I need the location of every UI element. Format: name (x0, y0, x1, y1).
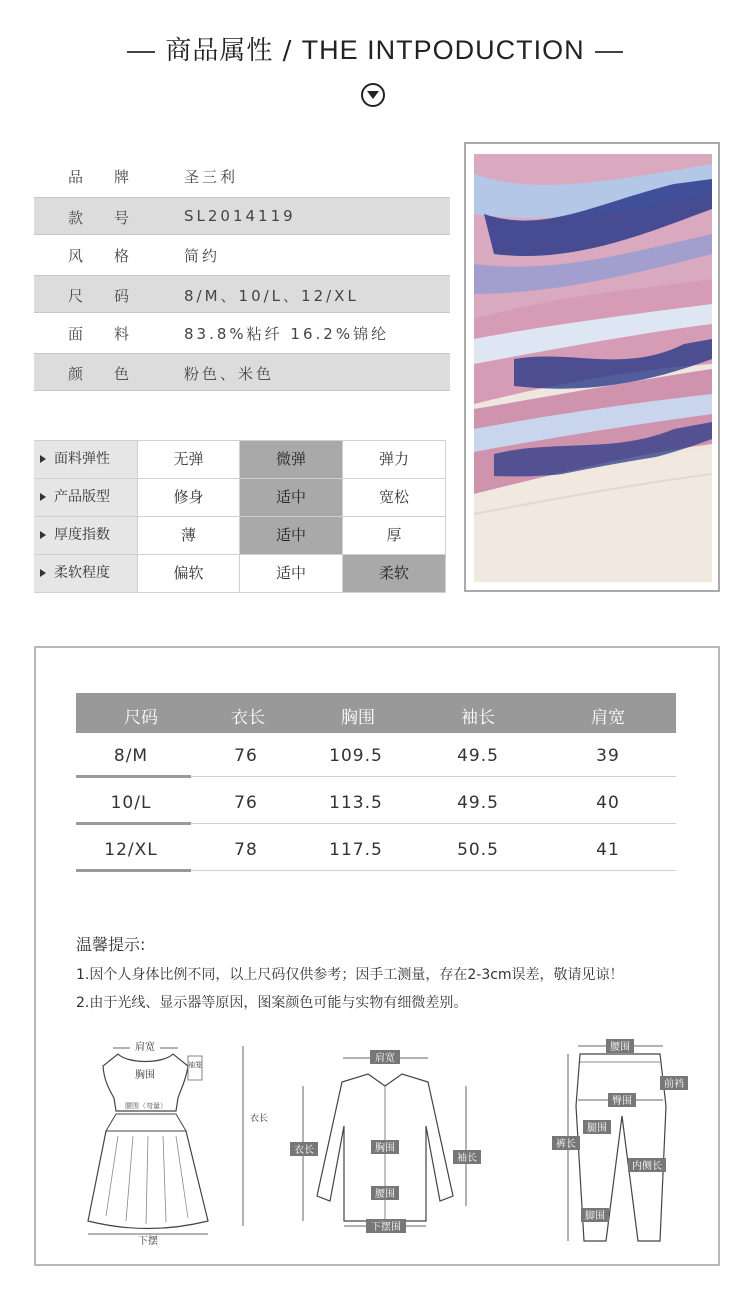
attr-value: SL2014119 (184, 207, 296, 225)
shirt-label-length: 衣长 (294, 1145, 314, 1156)
property-row-elasticity (34, 441, 446, 479)
col-header: 尺码 (124, 708, 158, 728)
size-panel (34, 646, 720, 1266)
property-label (34, 479, 138, 516)
table-cell: 109.5 (329, 746, 383, 766)
title-dash-left (127, 51, 155, 53)
col-header: 袖长 (461, 708, 495, 728)
property-label-text: 柔软程度 (54, 565, 110, 581)
attr-key-1: 尺 (68, 287, 87, 305)
attr-key-1: 款 (68, 209, 87, 227)
property-row-fit (34, 479, 446, 517)
table-cell: 49.5 (457, 746, 499, 766)
table-row (76, 830, 676, 871)
attr-key-1: 风 (68, 247, 87, 265)
chevron-down-icon (361, 83, 385, 107)
table-cell: 50.5 (457, 840, 499, 860)
section-title (0, 30, 750, 70)
table-cell: 76 (234, 793, 258, 813)
property-label-text: 产品版型 (54, 489, 110, 505)
dress-label-waist: 腰围（弯量） (125, 1102, 167, 1110)
attr-key-2: 色 (114, 365, 133, 383)
table-cell: 113.5 (329, 793, 383, 813)
table-cell: 78 (234, 840, 258, 860)
attr-row-style-no (34, 197, 450, 235)
pants-diagram (548, 1036, 698, 1251)
title-separator: / (282, 36, 293, 66)
title-dash-right (595, 51, 623, 53)
table-row (76, 783, 676, 824)
shirt-label-shoulder: 肩宽 (375, 1053, 395, 1064)
attr-key-1: 品 (68, 168, 87, 186)
tips-line-2: 2.由于光线、显示器等原因，图案颜色可能与实物有细微差别。 (76, 995, 468, 1011)
property-label-text: 厚度指数 (54, 527, 110, 543)
attr-value: 粉色、米色 (184, 365, 275, 383)
attr-value: 简约 (184, 247, 221, 265)
property-label (34, 517, 138, 554)
triangle-right-icon (40, 569, 46, 577)
attr-row-size (34, 275, 450, 313)
property-option: 偏软 (138, 555, 240, 592)
col-header: 衣长 (231, 708, 265, 728)
property-option-selected: 微弹 (240, 441, 343, 478)
property-option: 厚 (343, 517, 446, 554)
attr-row-fabric (34, 314, 450, 352)
property-option: 修身 (138, 479, 240, 516)
tips-line-1: 1.因个人身体比例不同，以上尺码仅供参考；因手工测量，存在2-3cm误差，敬请见谅！ (76, 967, 624, 983)
pants-label-waist: 腰围 (610, 1042, 630, 1053)
attr-key-2: 牌 (114, 168, 133, 186)
property-option: 无弹 (138, 441, 240, 478)
attr-key-2: 号 (114, 209, 133, 227)
attr-key-2: 码 (114, 287, 133, 305)
triangle-right-icon (40, 531, 46, 539)
row-underline (76, 822, 191, 825)
table-cell: 8/M (113, 746, 149, 766)
attr-key-2: 格 (114, 247, 133, 265)
table-cell: 10/L (110, 793, 152, 813)
dress-label-sleeve: 袖笼 (188, 1061, 202, 1069)
tips-title: 温馨提示: (76, 935, 146, 954)
table-cell: 76 (234, 746, 258, 766)
attr-row-brand (34, 157, 450, 195)
attr-value: 圣三利 (184, 168, 239, 186)
property-row-thickness (34, 517, 446, 555)
attr-value: 8/M、10/L、12/XL (184, 287, 359, 305)
attr-key-1: 面 (68, 325, 87, 343)
pants-label-inseam: 内侧长 (632, 1161, 662, 1172)
property-option-selected: 柔软 (343, 555, 446, 592)
property-option: 宽松 (343, 479, 446, 516)
table-cell: 41 (596, 840, 620, 860)
pants-label-leg-opening: 脚围 (585, 1211, 605, 1222)
shirt-diagram (288, 1046, 488, 1241)
attr-row-style (34, 236, 450, 274)
property-label-text: 面料弹性 (54, 451, 110, 467)
title-cn: 商品属性 (165, 36, 274, 66)
property-option: 适中 (240, 555, 343, 592)
attr-key-2: 料 (114, 325, 133, 343)
pants-label-length: 裤长 (556, 1139, 576, 1150)
property-option-selected: 适中 (240, 479, 343, 516)
title-en: THE INTPODUCTION (301, 35, 585, 65)
shirt-label-bust: 胸围 (375, 1143, 395, 1154)
fabric-photo (464, 142, 720, 592)
pants-label-hip: 臀围 (612, 1096, 632, 1107)
triangle-right-icon (40, 493, 46, 501)
col-header: 肩宽 (591, 708, 625, 728)
property-row-softness (34, 555, 446, 593)
dress-diagram (58, 1036, 269, 1247)
row-underline (76, 869, 191, 872)
dress-label-length: 衣长 (250, 1114, 269, 1124)
shirt-label-hem: 下摆围 (371, 1222, 401, 1233)
dress-label-shoulder: 肩宽 (135, 1042, 155, 1053)
row-underline (76, 775, 191, 778)
property-option-selected: 适中 (240, 517, 343, 554)
shirt-label-sleeve: 袖长 (457, 1153, 477, 1164)
pants-label-front-rise: 前裆 (664, 1079, 684, 1090)
dress-label-bust: 胸围 (135, 1070, 155, 1081)
table-row (76, 736, 676, 777)
shirt-label-waist: 腰围 (375, 1189, 395, 1200)
table-cell: 49.5 (457, 793, 499, 813)
fabric-image (474, 154, 712, 582)
attr-key-1: 颜 (68, 365, 87, 383)
triangle-right-icon (40, 455, 46, 463)
table-cell: 39 (596, 746, 620, 766)
col-header: 胸围 (341, 708, 375, 728)
property-option: 薄 (138, 517, 240, 554)
property-grid (34, 440, 446, 593)
property-option: 弹力 (343, 441, 446, 478)
pants-label-thigh: 腿围 (587, 1123, 607, 1134)
table-cell: 117.5 (329, 840, 383, 860)
property-label (34, 441, 138, 478)
table-cell: 12/XL (104, 840, 158, 860)
attr-row-color (34, 353, 450, 391)
attr-value: 83.8%粘纤 16.2%锦纶 (184, 325, 390, 343)
table-cell: 40 (596, 793, 620, 813)
property-label (34, 555, 138, 592)
dress-label-hem: 下摆 (138, 1236, 158, 1247)
size-table-header (76, 693, 676, 733)
